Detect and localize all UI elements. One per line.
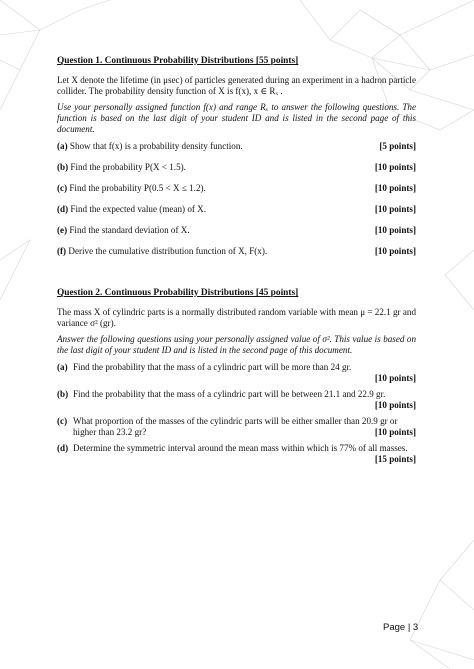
item-letter: (c)	[57, 183, 68, 193]
item-letter: (d)	[57, 204, 69, 214]
question-2-item-a	[57, 362, 416, 384]
question-2-section	[57, 288, 416, 465]
question-1-item-e	[57, 225, 416, 246]
item-letter: (d)	[57, 443, 69, 453]
item-points: [10 points]	[374, 225, 416, 235]
item-points: [10 points]	[374, 246, 416, 256]
item-letter: (e)	[57, 225, 68, 235]
question-2-intro: The mass X of cylindric parts is a normally distributed random variable with mean μ = 22.1 gr and variance σ² (gr).	[57, 307, 416, 328]
item-text: Find the standard deviation of X.	[69, 225, 190, 235]
question-1-item-b	[57, 162, 416, 183]
item-letter: (a)	[57, 362, 68, 372]
item-points: [15 points]	[374, 454, 416, 464]
item-letter: (f)	[57, 246, 67, 256]
question-2-item-d	[57, 443, 416, 465]
item-points: [5 points]	[379, 141, 416, 151]
question-1-section	[57, 56, 416, 267]
question-1-item-a	[57, 141, 416, 162]
question-1-item-d	[57, 204, 416, 225]
item-letter: (a)	[57, 141, 68, 151]
question-1-title: Question 1. Continuous Probability Distributions [55 points]	[57, 56, 299, 66]
item-text: Find the probability P(0.5 < X ≤ 1.2).	[69, 183, 206, 193]
question-2-instruction: Answer the following questions using your personally assigned value of σ². This value is based on the last digit of your student ID and is listed in the second page of this document.	[57, 334, 416, 355]
item-text: Find the expected value (mean) of X.	[70, 204, 207, 214]
item-points: [10 points]	[374, 183, 416, 193]
item-text: Determine the symmetric interval around the mean mass within which is 77% of all masses.	[73, 443, 408, 453]
item-text: Find the probability P(X < 1.5).	[70, 162, 186, 172]
question-1-item-c	[57, 183, 416, 204]
item-letter: (c)	[57, 416, 68, 426]
item-text-continued: higher than 23.2 gr?	[73, 427, 147, 437]
question-1-item-f	[57, 246, 416, 267]
item-text: Derive the cumulative distribution function of X, F(x).	[68, 246, 268, 256]
question-2-item-c	[57, 416, 416, 438]
item-points: [10 points]	[374, 400, 416, 410]
item-points: [10 points]	[374, 162, 416, 172]
question-2-item-b	[57, 389, 416, 411]
page-number: Page | 3	[383, 622, 419, 633]
item-text: What proportion of the masses of the cylindric parts will be either smaller than 20.9 gr or	[73, 416, 398, 426]
item-letter: (b)	[57, 389, 69, 399]
question-1-instruction: Use your personally assigned function f(x) and range Rₓ to answer the following questions. The function is based on the last digit of your student ID and is listed in the second page of this document.	[57, 102, 416, 134]
item-letter: (b)	[57, 162, 69, 172]
item-points: [10 points]	[374, 204, 416, 214]
question-1-intro: Let X denote the lifetime (in μsec) of particles generated during an experiment in a hadron particle collider. The probability density function of X is f(x), x ∈ Rₓ .	[57, 75, 416, 96]
item-text: Show that f(x) is a probability density function.	[69, 141, 243, 151]
page-content	[57, 56, 416, 470]
question-2-title: Question 2. Continuous Probability Distributions [45 points]	[57, 288, 299, 298]
item-text: Find the probability that the mass of a cylindric part will be between 21.1 and 22.9 gr.	[73, 389, 386, 399]
item-text: Find the probability that the mass of a cylindric part will be more than 24 gr.	[73, 362, 352, 372]
item-points: [10 points]	[374, 373, 416, 383]
item-points: [10 points]	[374, 427, 416, 437]
